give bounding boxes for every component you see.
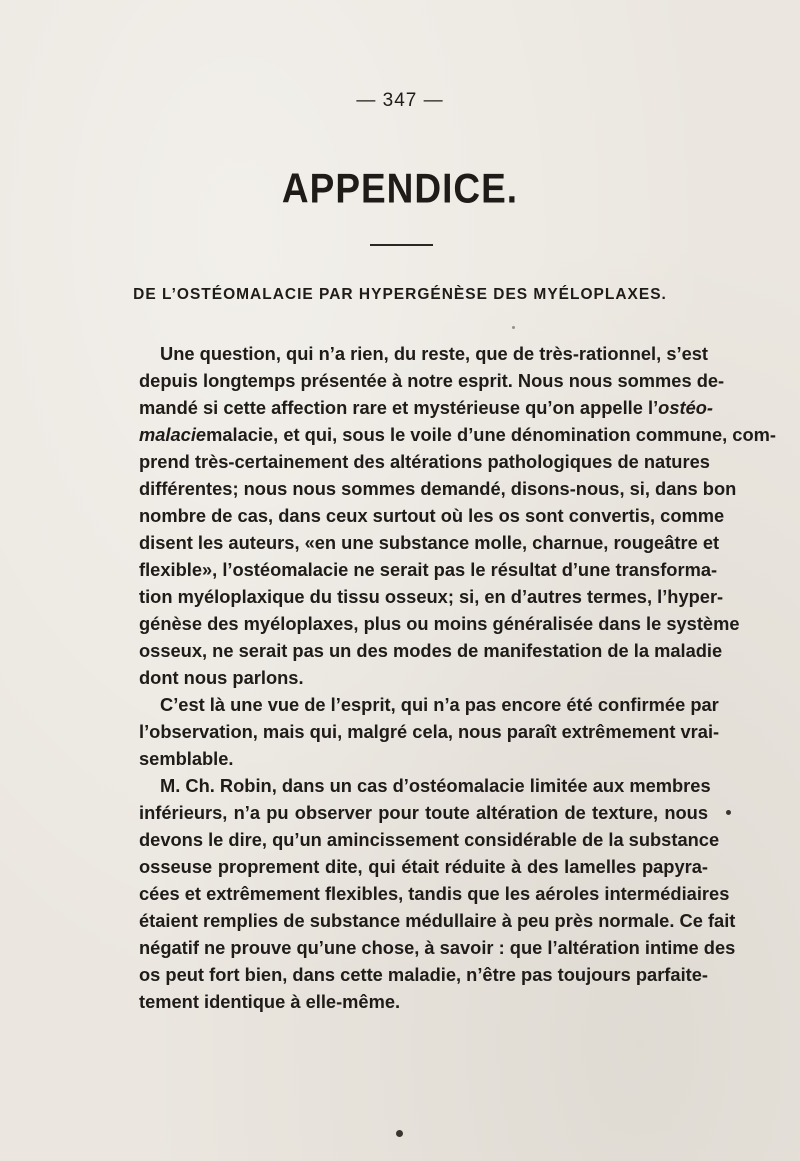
text-line: tement identique à elle-même. [139, 991, 401, 1012]
page-number: — 347 — [356, 90, 444, 111]
text-line: prend très-certainement des altérations pathologiques de natures [139, 451, 710, 472]
text-line: étaient remplies de substance médullaire à peu près normale. Ce fait [139, 910, 736, 931]
text-line: semblable. [139, 748, 234, 769]
text-line: osseuse proprement dite, qui était réduite à des lamelles papyra- [139, 856, 708, 877]
section-subtitle: DE L’OSTÉOMALACIE PAR HYPERGÉNÈSE DES MYÉLOPLAXES. [133, 286, 667, 303]
text-line: devons le dire, qu’un amincissement considérable de la substance [139, 829, 720, 850]
title-rule [370, 244, 433, 246]
paragraph-1 [118, 340, 776, 691]
text-line: tion myéloplaxique du tissu osseux; si, en d’autres termes, l’hyper- [139, 586, 724, 607]
text-line: l’observation, mais qui, malgré cela, nous paraît extrêmement vrai- [139, 721, 720, 742]
text-line: flexible», l’ostéomalacie ne serait pas le résultat d’une transforma- [139, 559, 718, 580]
paragraph-2 [118, 691, 720, 772]
paragraph-3 [118, 772, 736, 1015]
text-line: Une question, qui n’a rien, du reste, que de très-rationnel, s’est [160, 343, 708, 364]
text-line [118, 421, 776, 448]
text-fragment: mandé si cette affection rare et mystérieuse qu’on appelle l’ [139, 397, 659, 418]
text-line: inférieurs, n’a pu observer pour toute altération de texture, nous [139, 802, 708, 823]
text-line: M. Ch. Robin, dans un cas d’ostéomalacie limitée aux membres [160, 775, 711, 796]
text-line: osseux, ne serait pas un des modes de manifestation de la maladie [139, 640, 723, 661]
text-line: différentes; nous nous sommes demandé, disons-nous, si, dans bon [139, 478, 737, 499]
text-line: négatif ne prouve qu’une chose, à savoir : que l’altération intime des [139, 937, 736, 958]
ink-speck [512, 326, 515, 329]
text-line: dont nous parlons. [139, 667, 304, 688]
page-title: APPENDICE. [281, 165, 519, 212]
text-line: depuis longtemps présentée à notre esprit. Nous nous sommes de- [139, 370, 725, 391]
text-line [118, 394, 714, 421]
text-line: disent les auteurs, «en une substance molle, charnue, rougeâtre et [139, 532, 720, 553]
ink-speck [396, 1130, 403, 1137]
body-text [118, 340, 776, 1015]
text-fragment: malacie, et qui, sous le voile d’une dénomination commune, com- [206, 424, 776, 445]
text-line: cées et extrêmement flexibles, tandis que les aéroles intermédiaires [139, 883, 730, 904]
text-line: os peut fort bien, dans cette maladie, n’être pas toujours parfaite- [139, 964, 708, 985]
italic-term: ostéo- [658, 397, 714, 418]
text-line: génèse des myéloplaxes, plus ou moins généralisée dans le système [139, 613, 740, 634]
italic-term: malacie [139, 424, 207, 445]
text-line: nombre de cas, dans ceux surtout où les os sont convertis, comme [139, 505, 725, 526]
text-line: C’est là une vue de l’esprit, qui n’a pas encore été confirmée par [160, 694, 719, 715]
ink-speck [726, 810, 731, 815]
